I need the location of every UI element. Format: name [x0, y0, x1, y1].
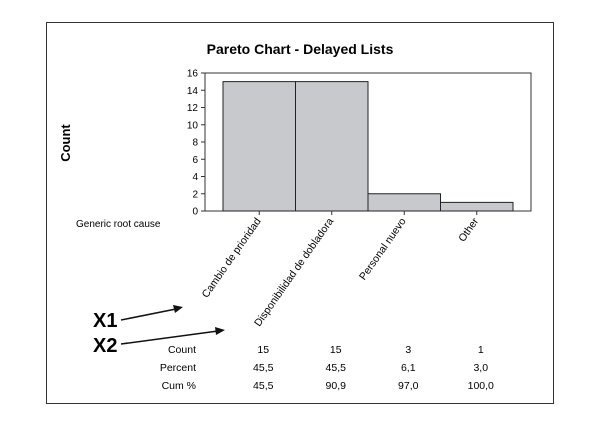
table-cell: 15 — [329, 344, 342, 356]
y-axis — [187, 69, 205, 218]
y-tick-label: 0 — [192, 206, 198, 218]
category-labels — [200, 211, 482, 329]
chart-title: Pareto Chart - Delayed Lists — [206, 41, 394, 57]
annotation-arrow-x1 — [121, 309, 176, 320]
table-cell: 3,0 — [473, 362, 489, 374]
category-label: Disponibilidad de dobladora — [252, 215, 337, 329]
annotation-arrow-x2 — [121, 331, 218, 344]
category-label: Other — [456, 215, 482, 245]
annotation-x2: X2 — [93, 335, 118, 357]
table-cell: 15 — [257, 344, 270, 356]
table-row-label: Cum % — [161, 380, 196, 392]
category-label: Cambio de prioridad — [199, 215, 264, 301]
annotation-x1: X1 — [93, 310, 118, 332]
table-cell: 1 — [477, 344, 484, 356]
y-tick-label: 14 — [186, 85, 198, 97]
table-cell: 90,9 — [325, 380, 346, 392]
x-axis-label: Generic root cause — [76, 219, 161, 230]
y-tick-label: 8 — [192, 137, 198, 149]
table-cell: 45,5 — [325, 362, 346, 374]
table-cell: 45,5 — [253, 380, 274, 392]
table-row-label: Count — [167, 344, 196, 356]
bar — [296, 82, 369, 211]
table-cell: 6,1 — [400, 362, 416, 374]
y-tick-label: 6 — [192, 154, 198, 166]
y-tick-label: 2 — [192, 189, 198, 201]
y-axis-label: Count — [58, 124, 73, 162]
category-label: Personal nuevo — [357, 215, 409, 283]
bar — [441, 202, 514, 211]
bar — [368, 194, 441, 211]
table-cell: 97,0 — [398, 380, 419, 392]
y-tick-label: 12 — [186, 103, 198, 114]
table-cell: 45,5 — [253, 362, 274, 374]
annotation-arrowhead-x2 — [215, 327, 225, 335]
table-cell: 100,0 — [467, 380, 494, 392]
table-cell: 3 — [405, 344, 412, 356]
y-tick-label: 16 — [186, 68, 198, 80]
bars — [223, 82, 513, 211]
annotations — [93, 305, 225, 357]
y-tick-label: 4 — [192, 172, 198, 183]
bar — [223, 82, 296, 211]
table-row-label: Percent — [159, 362, 196, 374]
y-tick-label: 10 — [186, 120, 198, 132]
annotation-arrowhead-x1 — [173, 305, 183, 313]
pareto-table — [160, 344, 494, 392]
